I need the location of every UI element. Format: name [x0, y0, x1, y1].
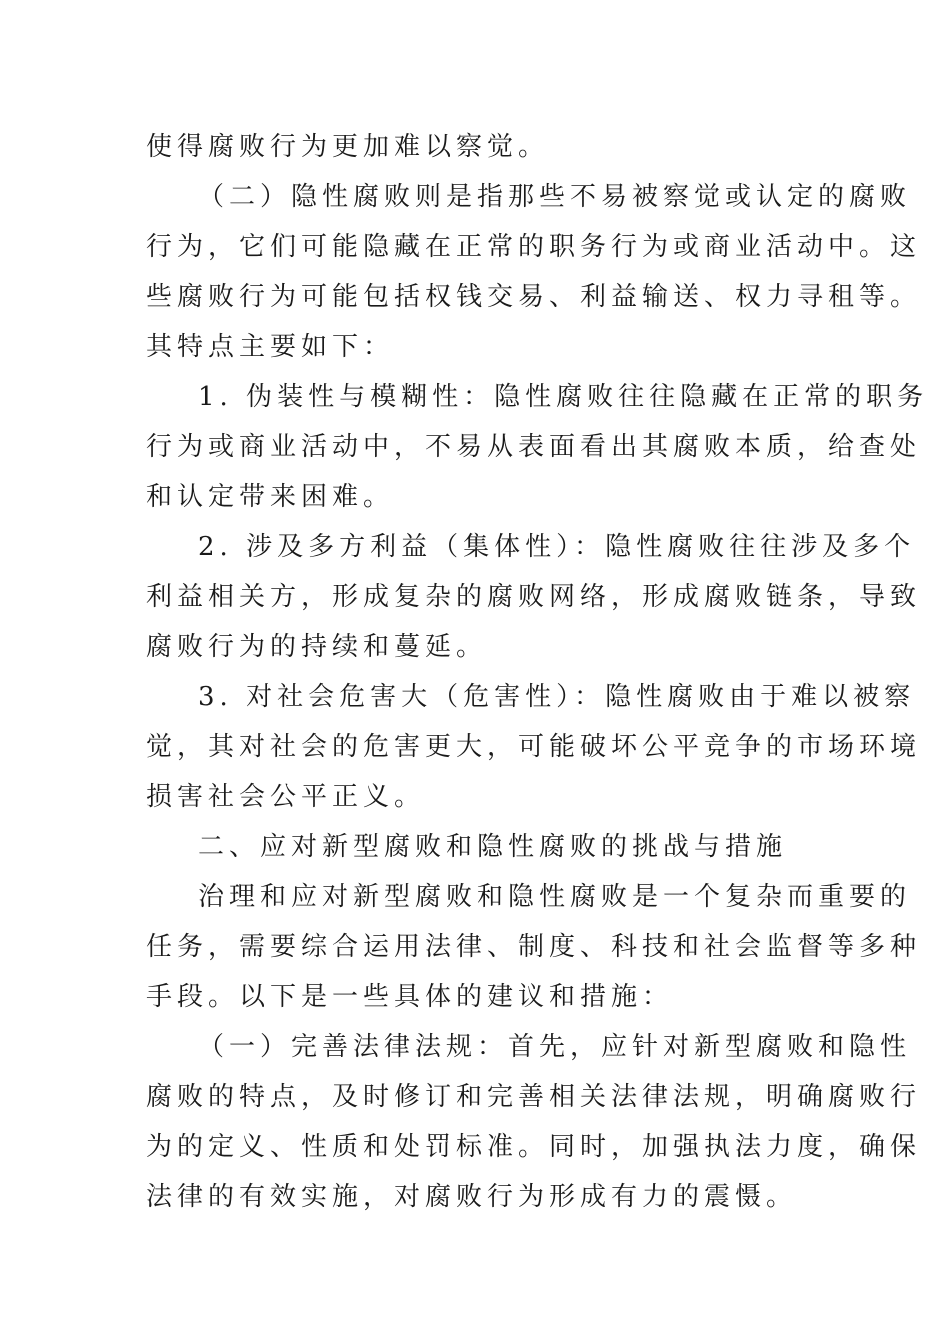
text-line: 2. 涉及多方利益（集体性）：隐性腐败往往涉及多个 — [198, 532, 916, 562]
text-line: 行为或商业活动中，不易从表面看出其腐败本质，给查处 — [146, 432, 922, 462]
paragraph-item-2 — [146, 522, 922, 672]
paragraph-item-1 — [146, 372, 929, 522]
text-line: 手段。以下是一些具体的建议和措施： — [146, 982, 674, 1012]
paragraph-continued — [146, 122, 804, 172]
text-line: 二、应对新型腐败和隐性腐败的挑战与措施 — [198, 832, 788, 862]
paragraph-section-heading — [146, 822, 804, 872]
text-line: 利益相关方，形成复杂的腐败网络，形成腐败链条，导致 — [146, 582, 922, 612]
text-line: 腐败的特点，及时修订和完善相关法律法规，明确腐败行 — [146, 1082, 922, 1112]
text-line: 些腐败行为可能包括权钱交易、利益输送、权力寻租等。 — [146, 282, 922, 312]
text-line: 行为，它们可能隐藏在正常的职务行为或商业活动中。这 — [146, 232, 922, 262]
text-line: 治理和应对新型腐败和隐性腐败是一个复杂而重要的 — [198, 882, 912, 912]
text-line: （一）完善法律法规：首先，应针对新型腐败和隐性 — [198, 1032, 912, 1062]
text-line: 法律的有效实施，对腐败行为形成有力的震慑。 — [146, 1182, 798, 1212]
text-line: 使得腐败行为更加难以察觉。 — [146, 132, 550, 162]
text-line: 1. 伪装性与模糊性：隐性腐败往往隐藏在正常的职务 — [198, 382, 929, 412]
text-line: 腐败行为的持续和蔓延。 — [146, 632, 488, 662]
paragraph-measure-1 — [146, 1022, 922, 1222]
text-line: 为的定义、性质和处罚标准。同时，加强执法力度，确保 — [146, 1132, 922, 1162]
text-line: 和认定带来困难。 — [146, 482, 395, 512]
text-line: 其特点主要如下： — [146, 332, 395, 362]
paragraph-section-intro — [146, 872, 922, 1022]
text-line: 3. 对社会危害大（危害性）：隐性腐败由于难以被察 — [198, 682, 916, 712]
document-body — [146, 122, 929, 1222]
text-line: 损害社会公平正义。 — [146, 782, 426, 812]
text-line: （二）隐性腐败则是指那些不易被察觉或认定的腐败 — [198, 182, 912, 212]
paragraph-item-3 — [146, 672, 922, 822]
text-line: 觉，其对社会的危害更大，可能破坏公平竞争的市场环境 — [146, 732, 922, 762]
paragraph-hidden-corruption — [146, 172, 922, 372]
text-line: 任务，需要综合运用法律、制度、科技和社会监督等多种 — [146, 932, 922, 962]
